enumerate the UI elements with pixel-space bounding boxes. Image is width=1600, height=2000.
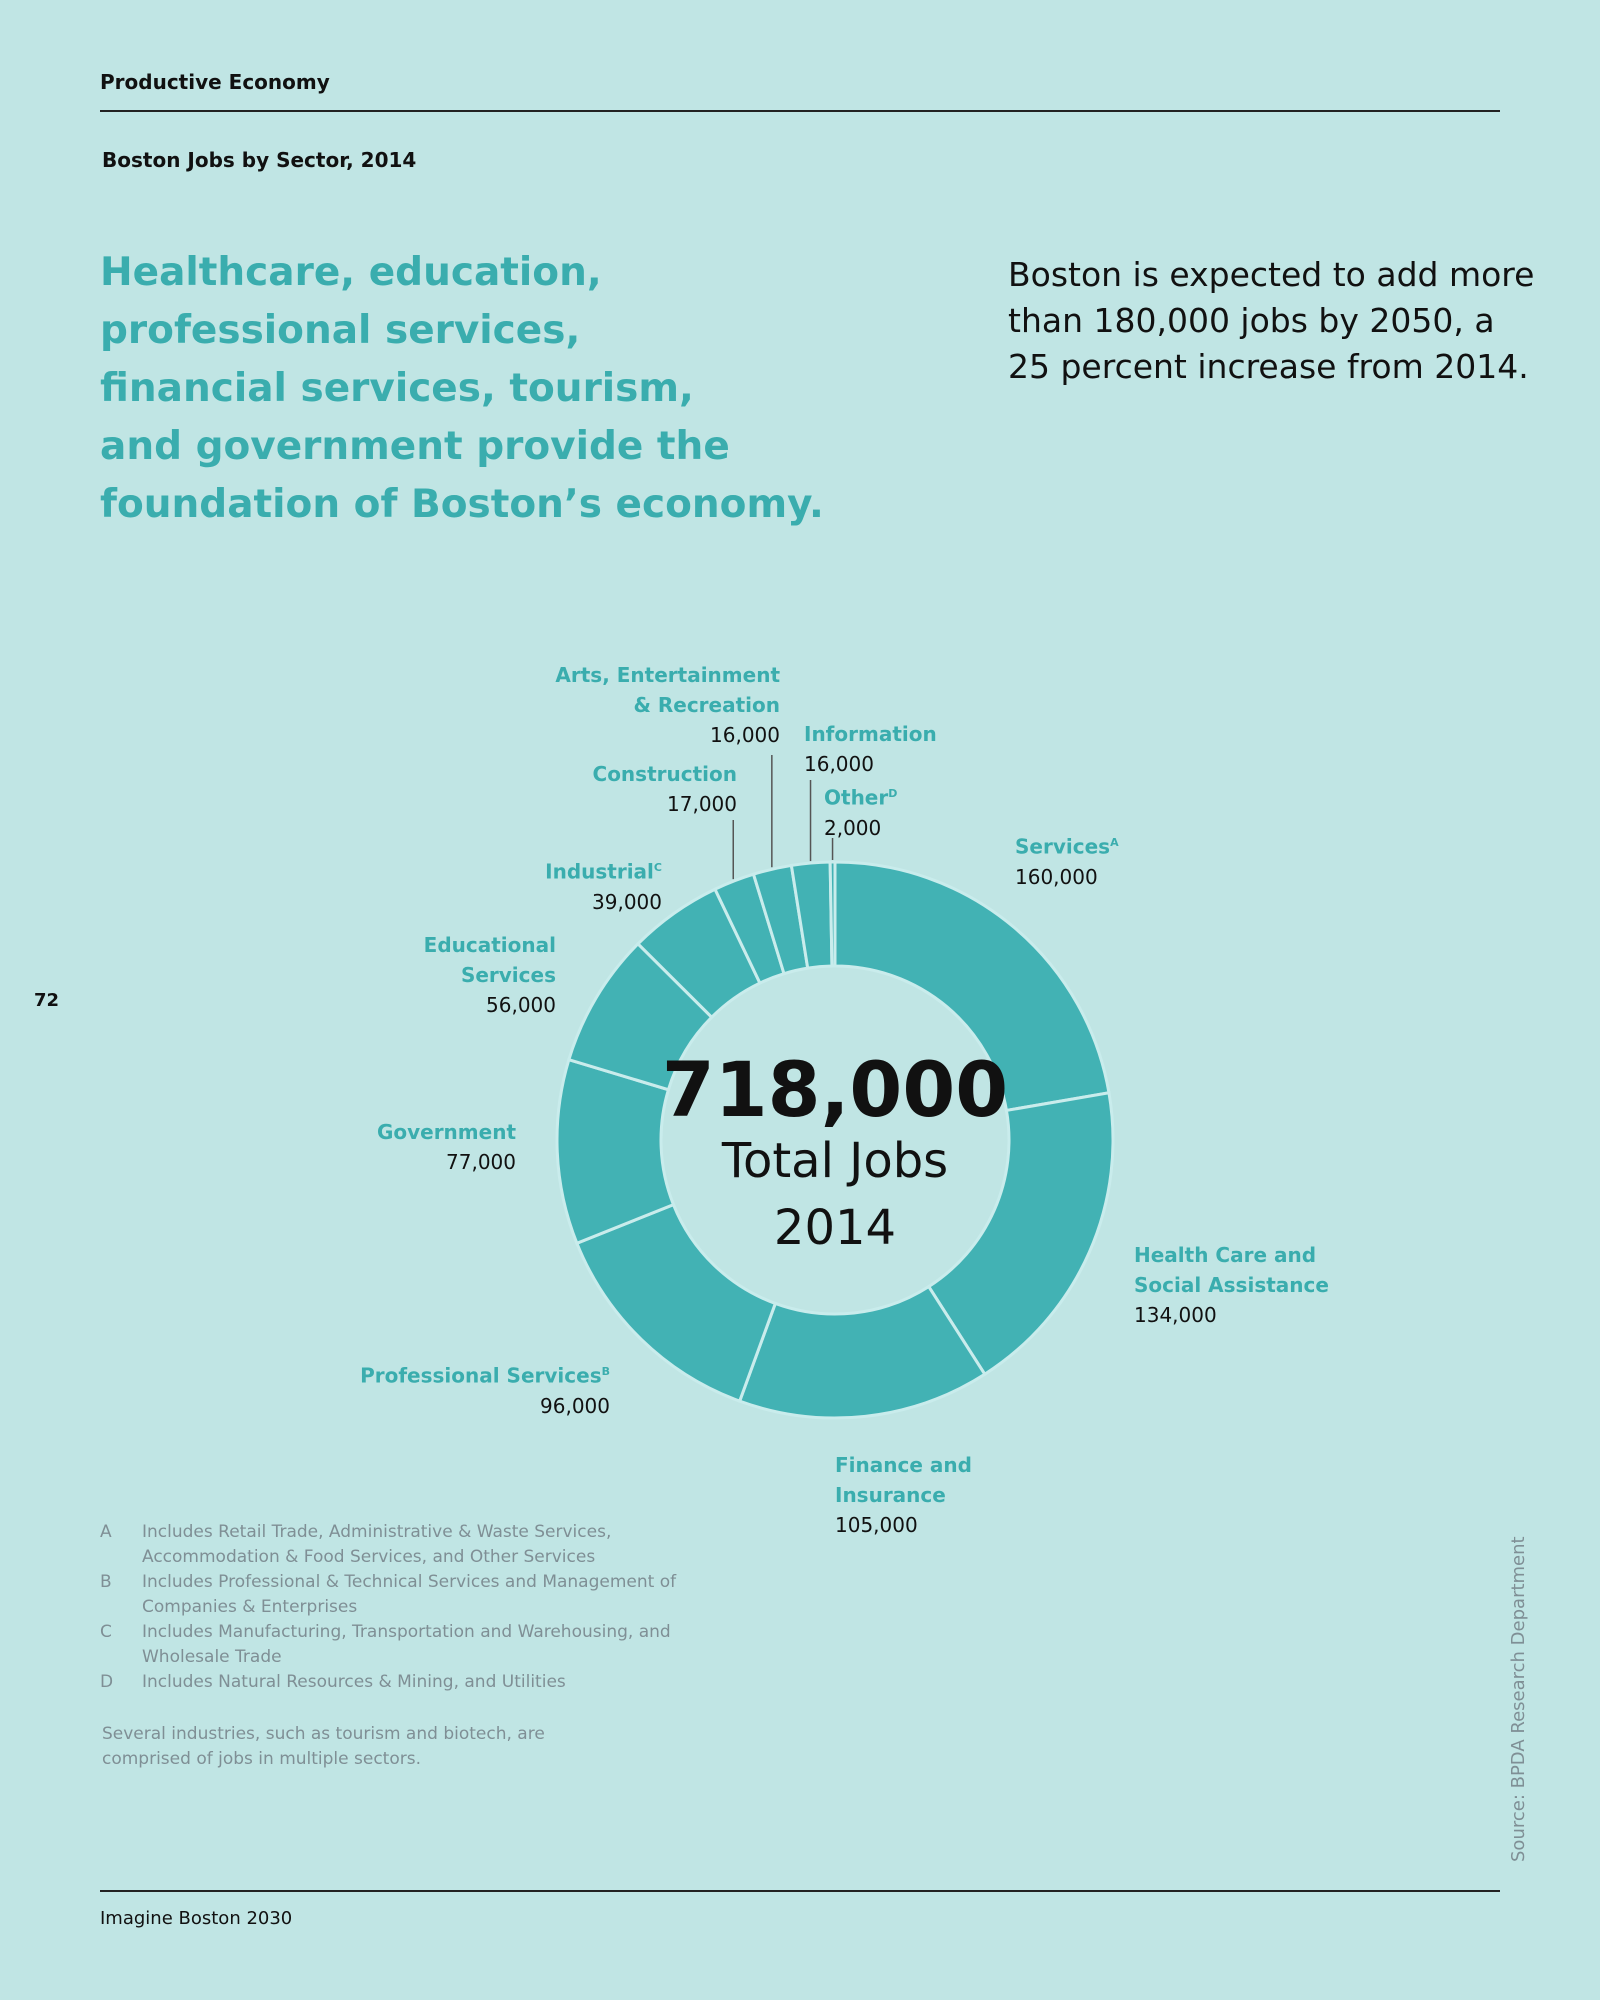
slice-name: & Recreation	[633, 693, 780, 717]
label-information	[804, 719, 937, 779]
headline-line: Healthcare, education,	[100, 250, 602, 295]
slice-value: 39,000	[592, 889, 662, 914]
label-health-care	[1134, 1240, 1329, 1330]
footnote	[100, 1520, 700, 1570]
slice-name: Industrial	[545, 859, 654, 884]
slice-value: 77,000	[446, 1150, 516, 1174]
chart-title: Boston Jobs by Sector, 2014	[102, 148, 417, 172]
slice-value: 105,000	[835, 1513, 918, 1537]
slice-name: Other	[824, 785, 889, 810]
slice-value: 56,000	[486, 993, 556, 1017]
section-label: Productive Economy	[100, 70, 330, 94]
footnote	[100, 1670, 700, 1695]
footnotes	[100, 1520, 700, 1695]
footnote-mark: C	[653, 861, 662, 874]
center-label: Total Jobs	[721, 1133, 949, 1189]
slice-name: Construction	[592, 762, 737, 786]
footnote-mark: B	[601, 1365, 610, 1378]
label-industrial	[440, 853, 662, 917]
footer-title: Imagine Boston 2030	[100, 1908, 293, 1929]
label-construction	[520, 759, 737, 819]
slice-value: 134,000	[1134, 1303, 1217, 1327]
callout-line: than 180,000 jobs by 2050, a	[1008, 301, 1495, 340]
slice-value: 96,000	[540, 1393, 610, 1418]
label-arts	[480, 660, 780, 750]
source-credit: Source: BPDA Research Department	[1508, 1536, 1529, 1862]
slice-name: Health Care and	[1134, 1243, 1317, 1267]
headline-line: foundation of Boston’s economy.	[100, 482, 824, 527]
label-finance	[835, 1450, 972, 1540]
slice-name: Insurance	[835, 1483, 946, 1507]
headline-line: financial services, tourism,	[100, 366, 694, 411]
footnote	[100, 1620, 700, 1670]
headline-line: professional services,	[100, 308, 581, 353]
slice-value: 16,000	[804, 752, 874, 776]
footnote-letter: C	[100, 1622, 112, 1642]
slice-name: Educational	[423, 933, 556, 957]
slice-value: 17,000	[667, 792, 737, 816]
slice-name: Services	[460, 963, 556, 987]
slice-value: 160,000	[1015, 864, 1098, 889]
center-total: 718,000	[661, 1045, 1009, 1134]
slice-name: Professional Services	[360, 1363, 602, 1388]
industry-note: Several industries, such as tourism and biotech, are comprised of jobs in multiple sectors.	[102, 1724, 545, 1769]
footnote-text: Includes Retail Trade, Administrative & Waste Services, Accommodation & Food Services, and Other Services	[142, 1522, 612, 1567]
slice-name: Finance and	[835, 1453, 972, 1477]
callout-line: Boston is expected to add more	[1008, 255, 1535, 294]
slice-value: 2,000	[824, 815, 882, 840]
slice-name: Information	[804, 722, 937, 746]
center-year: 2014	[773, 1200, 897, 1256]
footnote-text: Includes Natural Resources & Mining, and Utilities	[142, 1672, 566, 1692]
footnote-letter: D	[100, 1672, 114, 1692]
slice-name: Government	[376, 1120, 516, 1144]
slice-value: 16,000	[710, 723, 780, 747]
slice-name: Social Assistance	[1134, 1273, 1329, 1297]
footnote	[100, 1570, 700, 1620]
slice-name: Arts, Entertainment	[555, 663, 780, 687]
footnote-text: Includes Professional & Technical Services and Management of Companies & Enterprises	[142, 1572, 677, 1617]
slice-other	[830, 862, 835, 966]
bottom-divider	[100, 1890, 1500, 1892]
label-government	[300, 1117, 516, 1177]
label-educational-services	[340, 930, 556, 1020]
page-number: 72	[34, 990, 60, 1011]
callout-line: 25 percent increase from 2014.	[1008, 347, 1529, 386]
label-other	[824, 779, 897, 843]
footnote-mark: D	[888, 787, 898, 800]
footnote-text: Includes Manufacturing, Transportation and Warehousing, and Wholesale Trade	[142, 1622, 671, 1667]
footnote-mark: A	[1110, 836, 1119, 849]
slice-name: Services	[1015, 834, 1111, 859]
footnote-letter: A	[100, 1522, 112, 1542]
label-professional-services	[300, 1357, 610, 1421]
label-services	[1015, 828, 1119, 892]
headline-line: and government provide the	[100, 424, 730, 469]
footnote-letter: B	[100, 1572, 112, 1592]
